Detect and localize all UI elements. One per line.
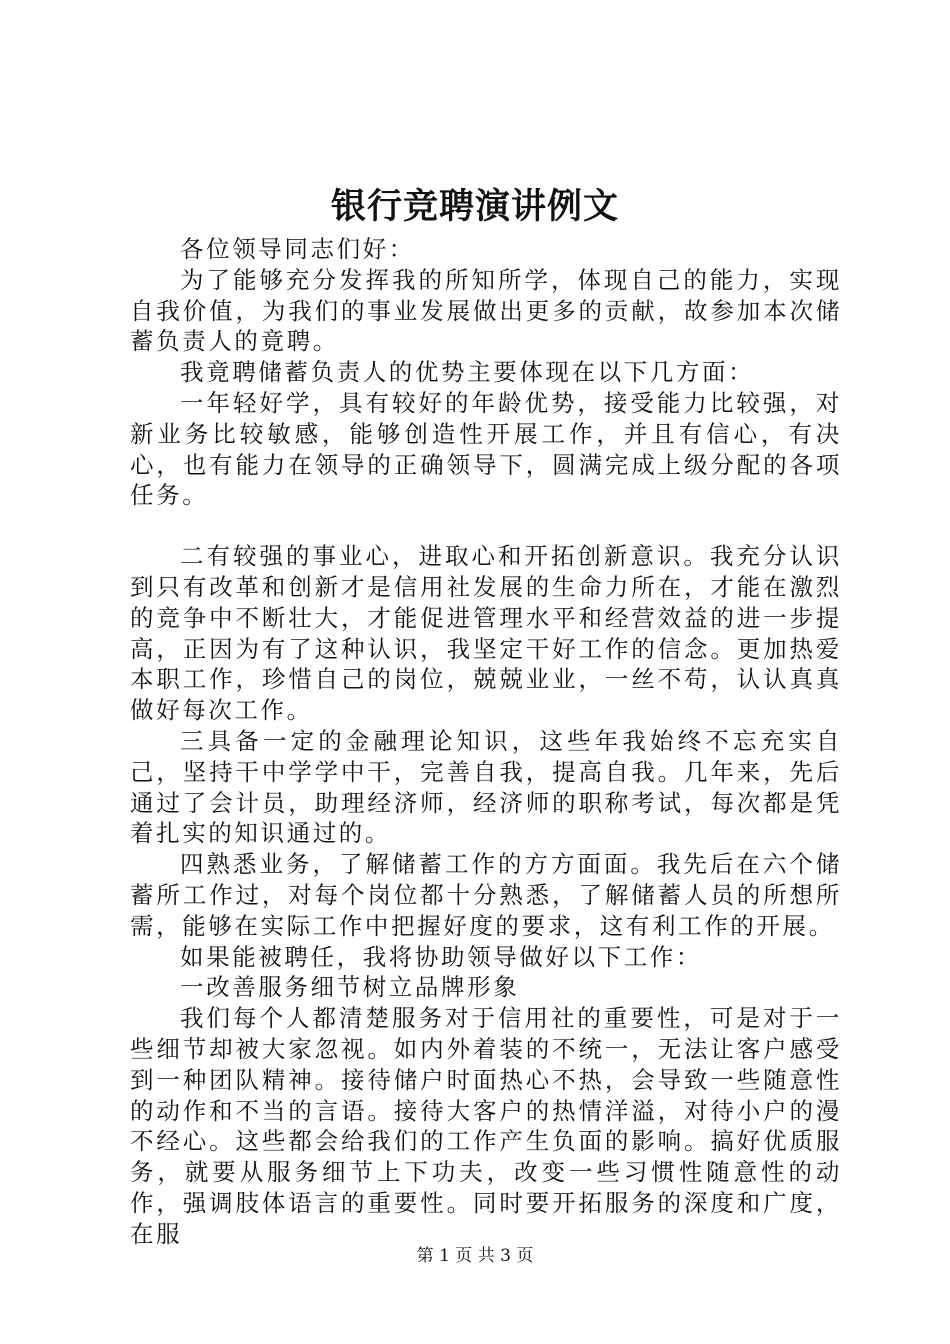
paragraph-advantage-1: 一年轻好学，具有较好的年龄优势，接受能力比较强，对新业务比较敏感，能够创造性开展工作，并且有信心，有决心，也有能力在领导的正确领导下，圆满完成上级分配的各项任务。 bbox=[130, 388, 842, 510]
paragraph-intro: 为了能够充分发挥我的所知所学，体现自己的能力，实现自我价值，为我们的事业发展做出更多的贡献，故参加本次储蓄负责人的竟聘。 bbox=[130, 265, 842, 356]
document-title: 银行竞聘演讲例文 bbox=[330, 186, 619, 227]
page-number: 第 1 页 共 3 页 bbox=[416, 1246, 534, 1266]
paragraph-greeting: 各位领导同志们好： bbox=[180, 235, 415, 263]
paragraph-plan-1-heading: 一改善服务细节树立品牌形象 bbox=[180, 973, 520, 1002]
paragraph-advantage-2: 二有较强的事业心，进取心和开拓创新意识。我充分认识到只有改革和创新才是信用社发展的生命力所在，才能在激烈的竞争中不断壮大，才能促进管理水平和经营效益的进一步提高，正因为有了这种认识，我坚定干好工作的信念。更加热爱本职工作，珍惜自己的岗位，兢兢业业，一丝不苟，认认真真做好每次工作。 bbox=[130, 542, 842, 725]
paragraph-advantage-4: 四熟悉业务，了解储蓄工作的方方面面。我先后在六个储蓄所工作过，对每个岗位都十分熟悉，了解储蓄人员的所想所需，能够在实际工作中把握好度的要求，这有利工作的开展。 bbox=[130, 850, 842, 940]
paragraph-advantage-3: 三具备一定的金融理论知识，这些年我始终不忘充实自己，坚持干中学学中干，完善自我，提高自我。几年来，先后通过了会计员，助理经济师，经济师的职称考试，每次都是凭着扎实的知识通过的。 bbox=[130, 726, 842, 848]
paragraph-plan-1-body: 我们每个人都清楚服务对于信用社的重要性，可是对于一些细节却被大家忽视。如内外着装的不统一，无法让客户感受到一种团队精神。接待储户时面热心不热，会导致一些随意性的动作和不当的言语。接待大客户的热情洋溢，对待小户的漫不经心。这些都会给我们的工作产生负面的影响。搞好优质服务，就要从服务细节上下功夫，改变一些习惯性随意性的动作，强调肢体语言的重要性。同时要开拓服务的深度和广度，在服 bbox=[130, 1004, 842, 1248]
paragraph-advantages-heading: 我竟聘储蓄负责人的优势主要体现在以下几方面： bbox=[180, 358, 755, 387]
document-body bbox=[130, 234, 842, 1250]
paragraph-plan-heading: 如果能被聘任，我将协助领导做好以下工作： bbox=[180, 942, 702, 971]
